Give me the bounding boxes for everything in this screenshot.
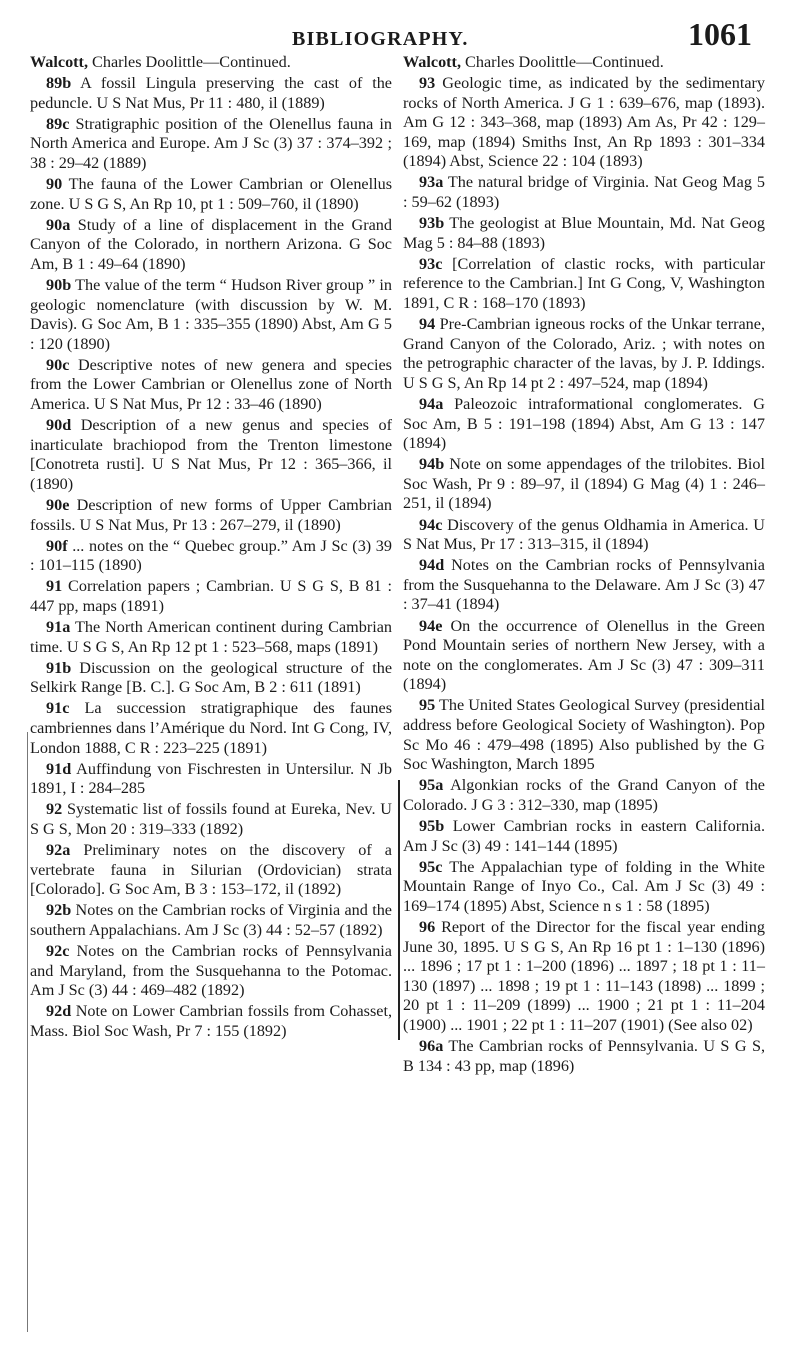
entry-text: [Correlation of clastic rocks, with particular reference to the Cambrian.] Int G Cong, V, Washington 1891, C R : 168–170 (1893) <box>403 254 765 313</box>
bibliography-entry <box>403 918 765 1036</box>
entry-number: 89b <box>46 74 72 92</box>
entry-number: 93b <box>419 214 445 233</box>
entry-text: Paleozoic intraformational conglomerates. G Soc Am, B 5 : 191–198 (1894) Abst, Am G 13 : 147 (1894) <box>403 395 765 453</box>
bibliography-entry <box>30 841 392 900</box>
entry-number: 90 <box>46 174 63 193</box>
bibliography-entry <box>403 858 765 917</box>
entry-number: 94d <box>419 556 445 575</box>
entry-text: Description of new forms of Upper Cambrian fossils. U S Nat Mus, Pr 13 : 267–279, il (1890) <box>30 495 392 534</box>
entry-number: 95a <box>419 776 444 795</box>
entry-text: Notes on the Cambrian rocks of Pennsylvania from the Susquehanna to the Delaware. Am J Sc (3) 47 : 37–41 (1894) <box>403 556 765 614</box>
running-head: BIBLIOGRAPHY. <box>292 28 469 50</box>
entry-text: The North American continent during Cambrian time. U S G S, An Rp 12 pt 1 : 523–568, maps (1891) <box>30 618 392 656</box>
entry-number: 95c <box>419 857 443 876</box>
entry-text: Note on Lower Cambrian fossils from Cohasset, Mass. Biol Soc Wash, Pr 7 : 155 (1892) <box>30 1002 392 1040</box>
entry-number: 95 <box>419 696 436 715</box>
author-name: Walcott, <box>403 53 461 71</box>
entry-text: Description of a new genus and species of inarticulate brachiopod from the Trenton limestone [Conotreta rusti]. U S Nat Mus, Pr 12 : 365–366, il (1890) <box>30 416 392 493</box>
page-number: 1061 <box>688 16 752 52</box>
bibliography-entry <box>403 214 765 253</box>
entry-text: A fossil Lingula preserving the cast of the peduncle. U S Nat Mus, Pr 11 : 480, il (1889) <box>30 74 392 112</box>
entry-number: 92b <box>46 901 72 920</box>
entry-number: 94 <box>419 315 436 334</box>
entry-text: Auffindung von Fischresten in Untersilur. N Jb 1891, I : 284–285 <box>30 759 392 798</box>
bibliography-entry <box>30 115 392 174</box>
entry-text: Report of the Director for the fiscal year ending June 30, 1895. U S G S, An Rp 16 pt 1 : 1–130 (1896) ... 1896 ; 17 pt 1 : 1–200 (1896) ... 1897 ; 18 pt 1 : 11–130 (1897) ... 1898 ; 19 pt 1 : 11–143 (1898) ... 1899 ; 20 pt 1 : 11–209 (1899) ... 1900 ; 21 pt 1 : 11–204 (1900) ... 1901 ; 22 pt 1 : 11–207 (1901) (See also 02) <box>403 917 765 1034</box>
entry-number: 90e <box>46 495 70 514</box>
bibliography-entry <box>403 1037 765 1076</box>
entry-number: 92 <box>46 800 63 819</box>
bibliography-entry <box>403 173 765 212</box>
entry-number: 90c <box>46 355 70 374</box>
bibliography-entry <box>403 776 765 815</box>
entry-text: La succession stratigraphique des faunes cambriennes dans l’Amérique du Nord. Int G Cong, IV, London 1888, C R : 223–225 (1891) <box>30 699 392 757</box>
entry-number: 94a <box>419 395 444 413</box>
left-column <box>30 52 392 1352</box>
bibliography-entry <box>30 901 392 940</box>
entry-number: 95b <box>419 816 445 835</box>
entry-text: The value of the term “ Hudson River group ” in geologic nomenclature (with discussion by W. M. Davis). G Soc Am, B 1 : 335–355 (1890) Abst, Am G 5 : 120 (1890) <box>30 275 392 353</box>
bibliography-entry <box>30 74 392 113</box>
author-continued: Charles Doolittle—Continued. <box>461 53 664 71</box>
entry-number: 89c <box>46 114 70 133</box>
entry-number: 94c <box>419 515 443 534</box>
page-header <box>0 8 800 52</box>
entry-text: Note on some appendages of the trilobites. Biol Soc Wash, Pr 9 : 89–97, il (1894) G Mag (4) 1 : 246–251, il (1894) <box>403 455 765 513</box>
bibliography-entry <box>30 175 392 214</box>
bibliography-entry <box>30 276 392 354</box>
entry-number: 91b <box>46 658 72 677</box>
author-heading <box>30 52 392 72</box>
entry-text: The Appalachian type of folding in the White Mountain Range of Inyo Co., Cal. Am J Sc (3) 49 : 169–174 (1895) Abst, Science n s 1 : 58 (1895) <box>403 857 765 915</box>
margin-rule <box>27 732 28 1332</box>
column-rule <box>398 780 400 1040</box>
bibliography-entry <box>403 516 765 555</box>
entry-text: The natural bridge of Virginia. Nat Geog Mag 5 : 59–62 (1893) <box>403 173 765 212</box>
entry-number: 94e <box>419 616 443 635</box>
author-heading <box>403 52 765 72</box>
entry-text: Algonkian rocks of the Grand Canyon of the Colorado. J G 3 : 312–330, map (1895) <box>403 776 765 814</box>
bibliography-entry <box>403 455 765 514</box>
right-column <box>403 52 765 1092</box>
entry-text: Preliminary notes on the discovery of a vertebrate fauna in Silurian (Ordovician) strata [Colorado]. G Soc Am, B 3 : 153–172, il (1892) <box>30 841 392 899</box>
entry-text: Notes on the Cambrian rocks of Pennsylvania and Maryland, from the Susquehanna to the Potomac. Am J Sc (3) 44 : 469–482 (1892) <box>30 942 392 1000</box>
bibliography-entry <box>30 496 392 535</box>
bibliography-entry <box>403 255 765 314</box>
entry-text: The fauna of the Lower Cambrian or Olenellus zone. U S G S, An Rp 10, pt 1 : 509–760, il (1890) <box>30 174 392 213</box>
entry-text: Discovery of the genus Oldhamia in America. U S Nat Mus, Pr 17 : 313–315, il (1894) <box>403 515 765 554</box>
entry-number: 92c <box>46 942 70 961</box>
entry-text: Study of a line of displacement in the Grand Canyon of the Colorado, in northern Arizona. G Soc Am, B 1 : 49–64 (1890) <box>30 215 392 273</box>
entry-text: Systematic list of fossils found at Eureka, Nev. U S G S, Mon 20 : 319–333 (1892) <box>30 800 392 838</box>
entry-text: Discussion on the geological structure of the Selkirk Range [B. C.]. G Soc Am, B 2 : 611 (1891) <box>30 658 392 697</box>
entry-number: 96a <box>419 1037 444 1055</box>
author-name: Walcott, <box>30 53 88 71</box>
entry-number: 91a <box>46 618 71 637</box>
bibliography-entry <box>403 556 765 615</box>
entry-number: 91d <box>46 759 72 778</box>
bibliography-entry <box>30 800 392 839</box>
entry-number: 90b <box>46 275 72 294</box>
entry-text: On the occurrence of Olenellus in the Green Pond Mountain series of northern New Jersey, with a note on the conglomerates. Am J Sc (3) 47 : 309–311 (1894) <box>403 616 765 694</box>
entry-number: 96 <box>419 917 436 936</box>
entry-number: 93c <box>419 254 443 273</box>
bibliography-entry <box>403 817 765 856</box>
entry-number: 94b <box>419 455 445 474</box>
bibliography-entry <box>30 618 392 657</box>
bibliography-entry <box>30 537 392 576</box>
entry-text: Lower Cambrian rocks in eastern California. Am J Sc (3) 49 : 141–144 (1895) <box>403 816 765 855</box>
bibliography-entry <box>403 74 765 172</box>
entry-text: Stratigraphic position of the Olenellus fauna in North America and Europe. Am J Sc (3) 37 : 374–392 ; 38 : 29–42 (1889) <box>30 114 392 172</box>
entry-text: The United States Geological Survey (presidential address before Geological Society of Washington). Pop Sc Mo 46 : 479–498 (1895) Also published by the G Soc Washington, March 1895 <box>403 696 765 774</box>
entry-number: 90f <box>46 536 68 555</box>
entry-number: 91c <box>46 699 70 718</box>
entry-text: Pre-Cambrian igneous rocks of the Unkar terrane, Grand Canyon of the Colorado, Ariz. ; with notes on the petrographic character of the lavas, by J. P. Iddings. U S G S, An Rp 14 pt 2 : 497–524, map (1894) <box>403 315 765 392</box>
entry-number: 93 <box>419 74 436 92</box>
entry-number: 90d <box>46 416 72 435</box>
entry-text: The geologist at Blue Mountain, Md. Nat Geog Mag 5 : 84–88 (1893) <box>403 214 765 252</box>
bibliography-entry <box>403 395 765 454</box>
entry-number: 91 <box>46 577 63 596</box>
bibliography-entry <box>30 942 392 1001</box>
bibliography-entry <box>403 696 765 774</box>
entry-number: 90a <box>46 215 71 234</box>
entry-text: Notes on the Cambrian rocks of Virginia and the southern Appalachians. Am J Sc (3) 44 : 52–57 (1892) <box>30 901 392 939</box>
bibliography-entry <box>30 216 392 275</box>
entry-number: 92a <box>46 841 71 860</box>
author-continued: Charles Doolittle—Continued. <box>88 53 291 71</box>
entry-number: 93a <box>419 173 444 192</box>
bibliography-entry <box>30 416 392 494</box>
bibliography-entry <box>30 577 392 616</box>
entry-text: Geologic time, as indicated by the sedimentary rocks of North America. J G 1 : 639–676, map (1893). Am G 12 : 343–368, map (1893) Am As, Pr 42 : 129–169, map (1894) Smiths Inst, An Rp 1893 : 301–334 (1894) Abst, Science 22 : 104 (1893) <box>403 74 765 171</box>
bibliography-entry <box>30 760 392 799</box>
bibliography-entry <box>30 699 392 758</box>
entry-text: Correlation papers ; Cambrian. U S G S, B 81 : 447 pp, maps (1891) <box>30 577 392 615</box>
entry-number: 92d <box>46 1002 72 1021</box>
bibliography-entry <box>30 659 392 698</box>
entry-text: ... notes on the “ Quebec group.” Am J Sc (3) 39 : 101–115 (1890) <box>30 536 392 575</box>
entry-text: Descriptive notes of new genera and species from the Lower Cambrian or Olenellus zone of North America. U S Nat Mus, Pr 12 : 33–46 (1890) <box>30 355 392 413</box>
bibliography-entry <box>403 315 765 393</box>
bibliography-entry <box>403 617 765 695</box>
entry-text: The Cambrian rocks of Pennsylvania. U S G S, B 134 : 43 pp, map (1896) <box>403 1037 765 1075</box>
bibliography-entry <box>30 356 392 415</box>
bibliography-entry <box>30 1002 392 1041</box>
